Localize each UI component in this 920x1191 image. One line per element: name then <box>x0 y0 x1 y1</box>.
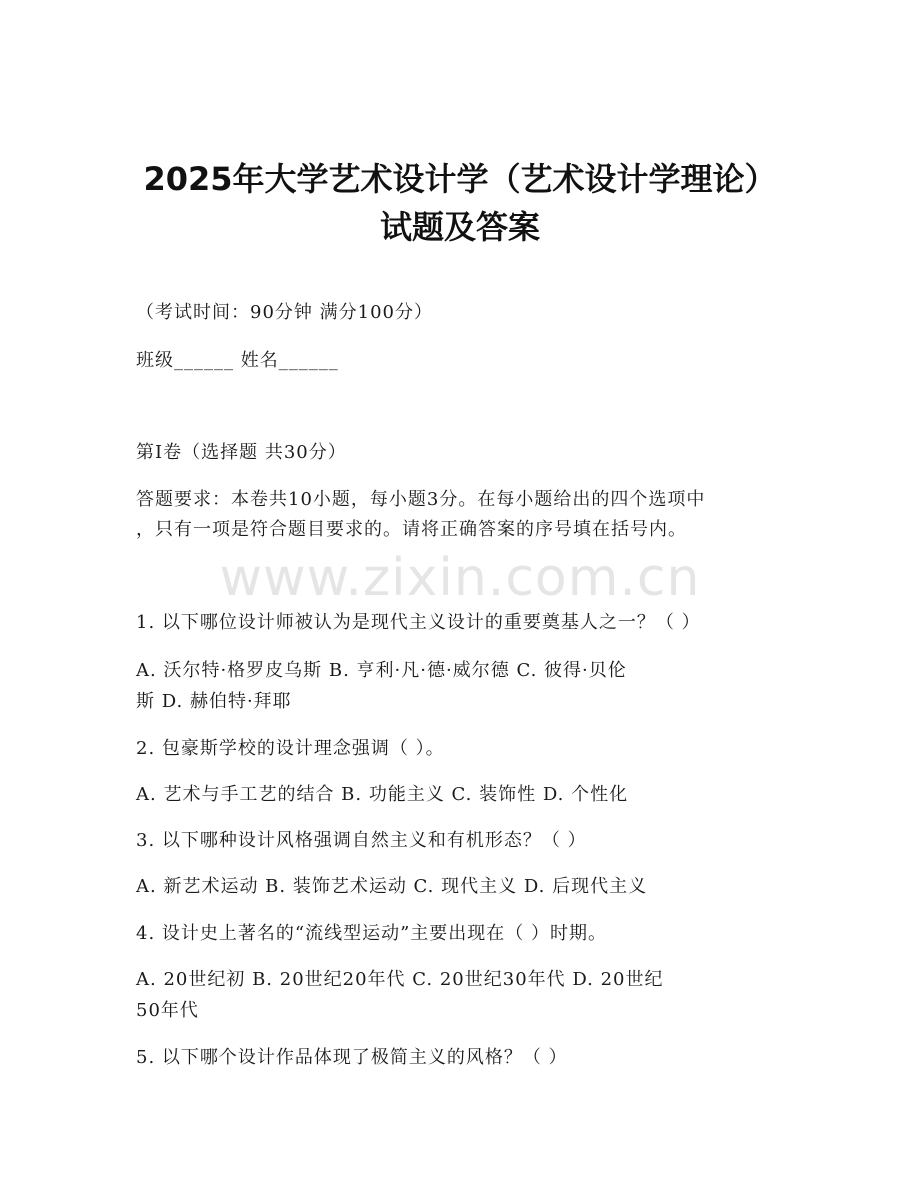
title-line-2: 试题及答案 <box>379 208 540 246</box>
question-1-stem: 1. 以下哪位设计师被认为是现代主义设计的重要奠基人之一？（ ） <box>136 612 701 633</box>
question-2-options: A. 艺术与手工艺的结合 B. 功能主义 C. 装饰性 D. 个性化 <box>136 784 629 805</box>
watermark: www.zixin.com.cn <box>219 548 701 608</box>
student-fields: 班级______ 姓名______ <box>136 350 339 371</box>
question-2-stem: 2. 包豪斯学校的设计理念强调（ ）。 <box>136 738 445 759</box>
question-3-options: A. 新艺术运动 B. 装饰艺术运动 C. 现代主义 D. 后现代主义 <box>136 876 648 897</box>
question-4-options-line-1: A. 20世纪初 B. 20世纪20年代 C. 20世纪30年代 D. 20世纪 <box>136 969 664 990</box>
question-4-options-line-2: 50年代 <box>136 1000 199 1021</box>
section-heading: 第I卷（选择题 共30分） <box>136 442 347 463</box>
instructions-line-2: ，只有一项是符合题目要求的。请将正确答案的序号填在括号内。 <box>136 519 687 540</box>
exam-info: （考试时间：90分钟 满分100分） <box>136 302 433 323</box>
question-3-stem: 3. 以下哪种设计风格强调自然主义和有机形态？（ ） <box>136 830 587 851</box>
title-line-1: 2025年大学艺术设计学（艺术设计学理论） <box>143 160 777 198</box>
question-1-options-line-1: A. 沃尔特·格罗皮乌斯 B. 亨利·凡·德·威尔德 C. 彼得·贝伦 <box>136 660 627 681</box>
question-4-stem: 4. 设计史上著名的“流线型运动”主要出现在（ ）时期。 <box>136 923 608 944</box>
question-1-options-line-2: 斯 D. 赫伯特·拜耶 <box>136 691 292 712</box>
instructions-line-1: 答题要求：本卷共10小题，每小题3分。在每小题给出的四个选项中 <box>136 489 706 510</box>
question-5-stem: 5. 以下哪个设计作品体现了极简主义的风格？（ ） <box>136 1047 568 1068</box>
